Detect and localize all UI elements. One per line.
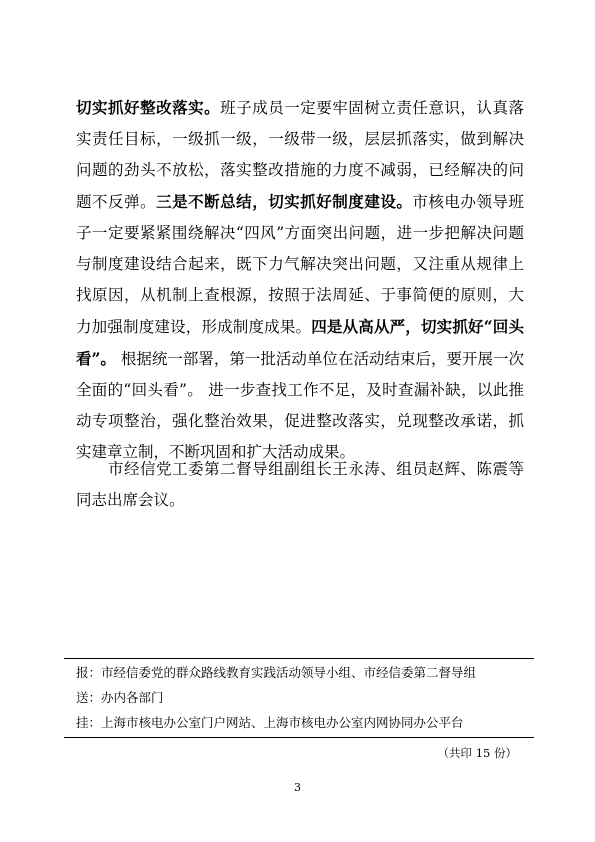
bold-phrase-2: 三是不断总结，切实抓好制度建设。 (156, 192, 413, 211)
text-phrase-2: 市核电办领导班子一定要紧紧围绕解决“四风”方面突出问题，进一步把解决问题与制度建设结合起来，既下力气解决突出问题，又注重从规律上找原因，从机制上查根源，按照于法周延、于事简便的原则，大力加强制度建设，形成制度成果。 (76, 193, 524, 336)
footer-bottom-rule (64, 737, 534, 738)
text-phrase-1: 班子成员一定要牢固树立责任意识，认真落实责任目标，一级抓一级，一级带一级，层层抓落实，做到解决问题的劲头不放松，落实整改措施的力度不减弱，已经解决的问题不反弹。 (76, 99, 524, 211)
body-paragraph-2: 市经信党工委第二督导组副组长王永涛、组员赵辉、陈震等同志出席会议。 (76, 460, 524, 509)
copies-count: （共印 15 份） (437, 746, 517, 760)
send-to-line: 送：办内各部门 (76, 690, 164, 705)
text-phrase-3: 根据统一部署，第一批活动单位在活动结束后，要开展一次全面的“回头看”。 进一步查找工作不足，及时查漏补缺，以此推动专项整治，强化整治效果，促进整改落实，兑现整改承诺，抓实建章立制，不断巩固和扩大活动成果。 (76, 350, 524, 461)
body-paragraph-1 (76, 92, 524, 468)
page-number: 3 (294, 781, 301, 794)
footer-top-rule (64, 658, 534, 659)
bold-phrase-1: 切实抓好整改落实。 (76, 98, 221, 117)
report-to-line: 报：市经信委党的群众路线教育实践活动领导小组、市经信委第二督导组 (76, 665, 477, 680)
distribution-list (76, 660, 531, 735)
bold-phrase-3: 四是从高从严，切实抓好“回头看”。 (76, 317, 524, 368)
post-to-line: 挂：上海市核电办公室门户网站、上海市核电办公室内网协同办公平台 (76, 715, 464, 730)
